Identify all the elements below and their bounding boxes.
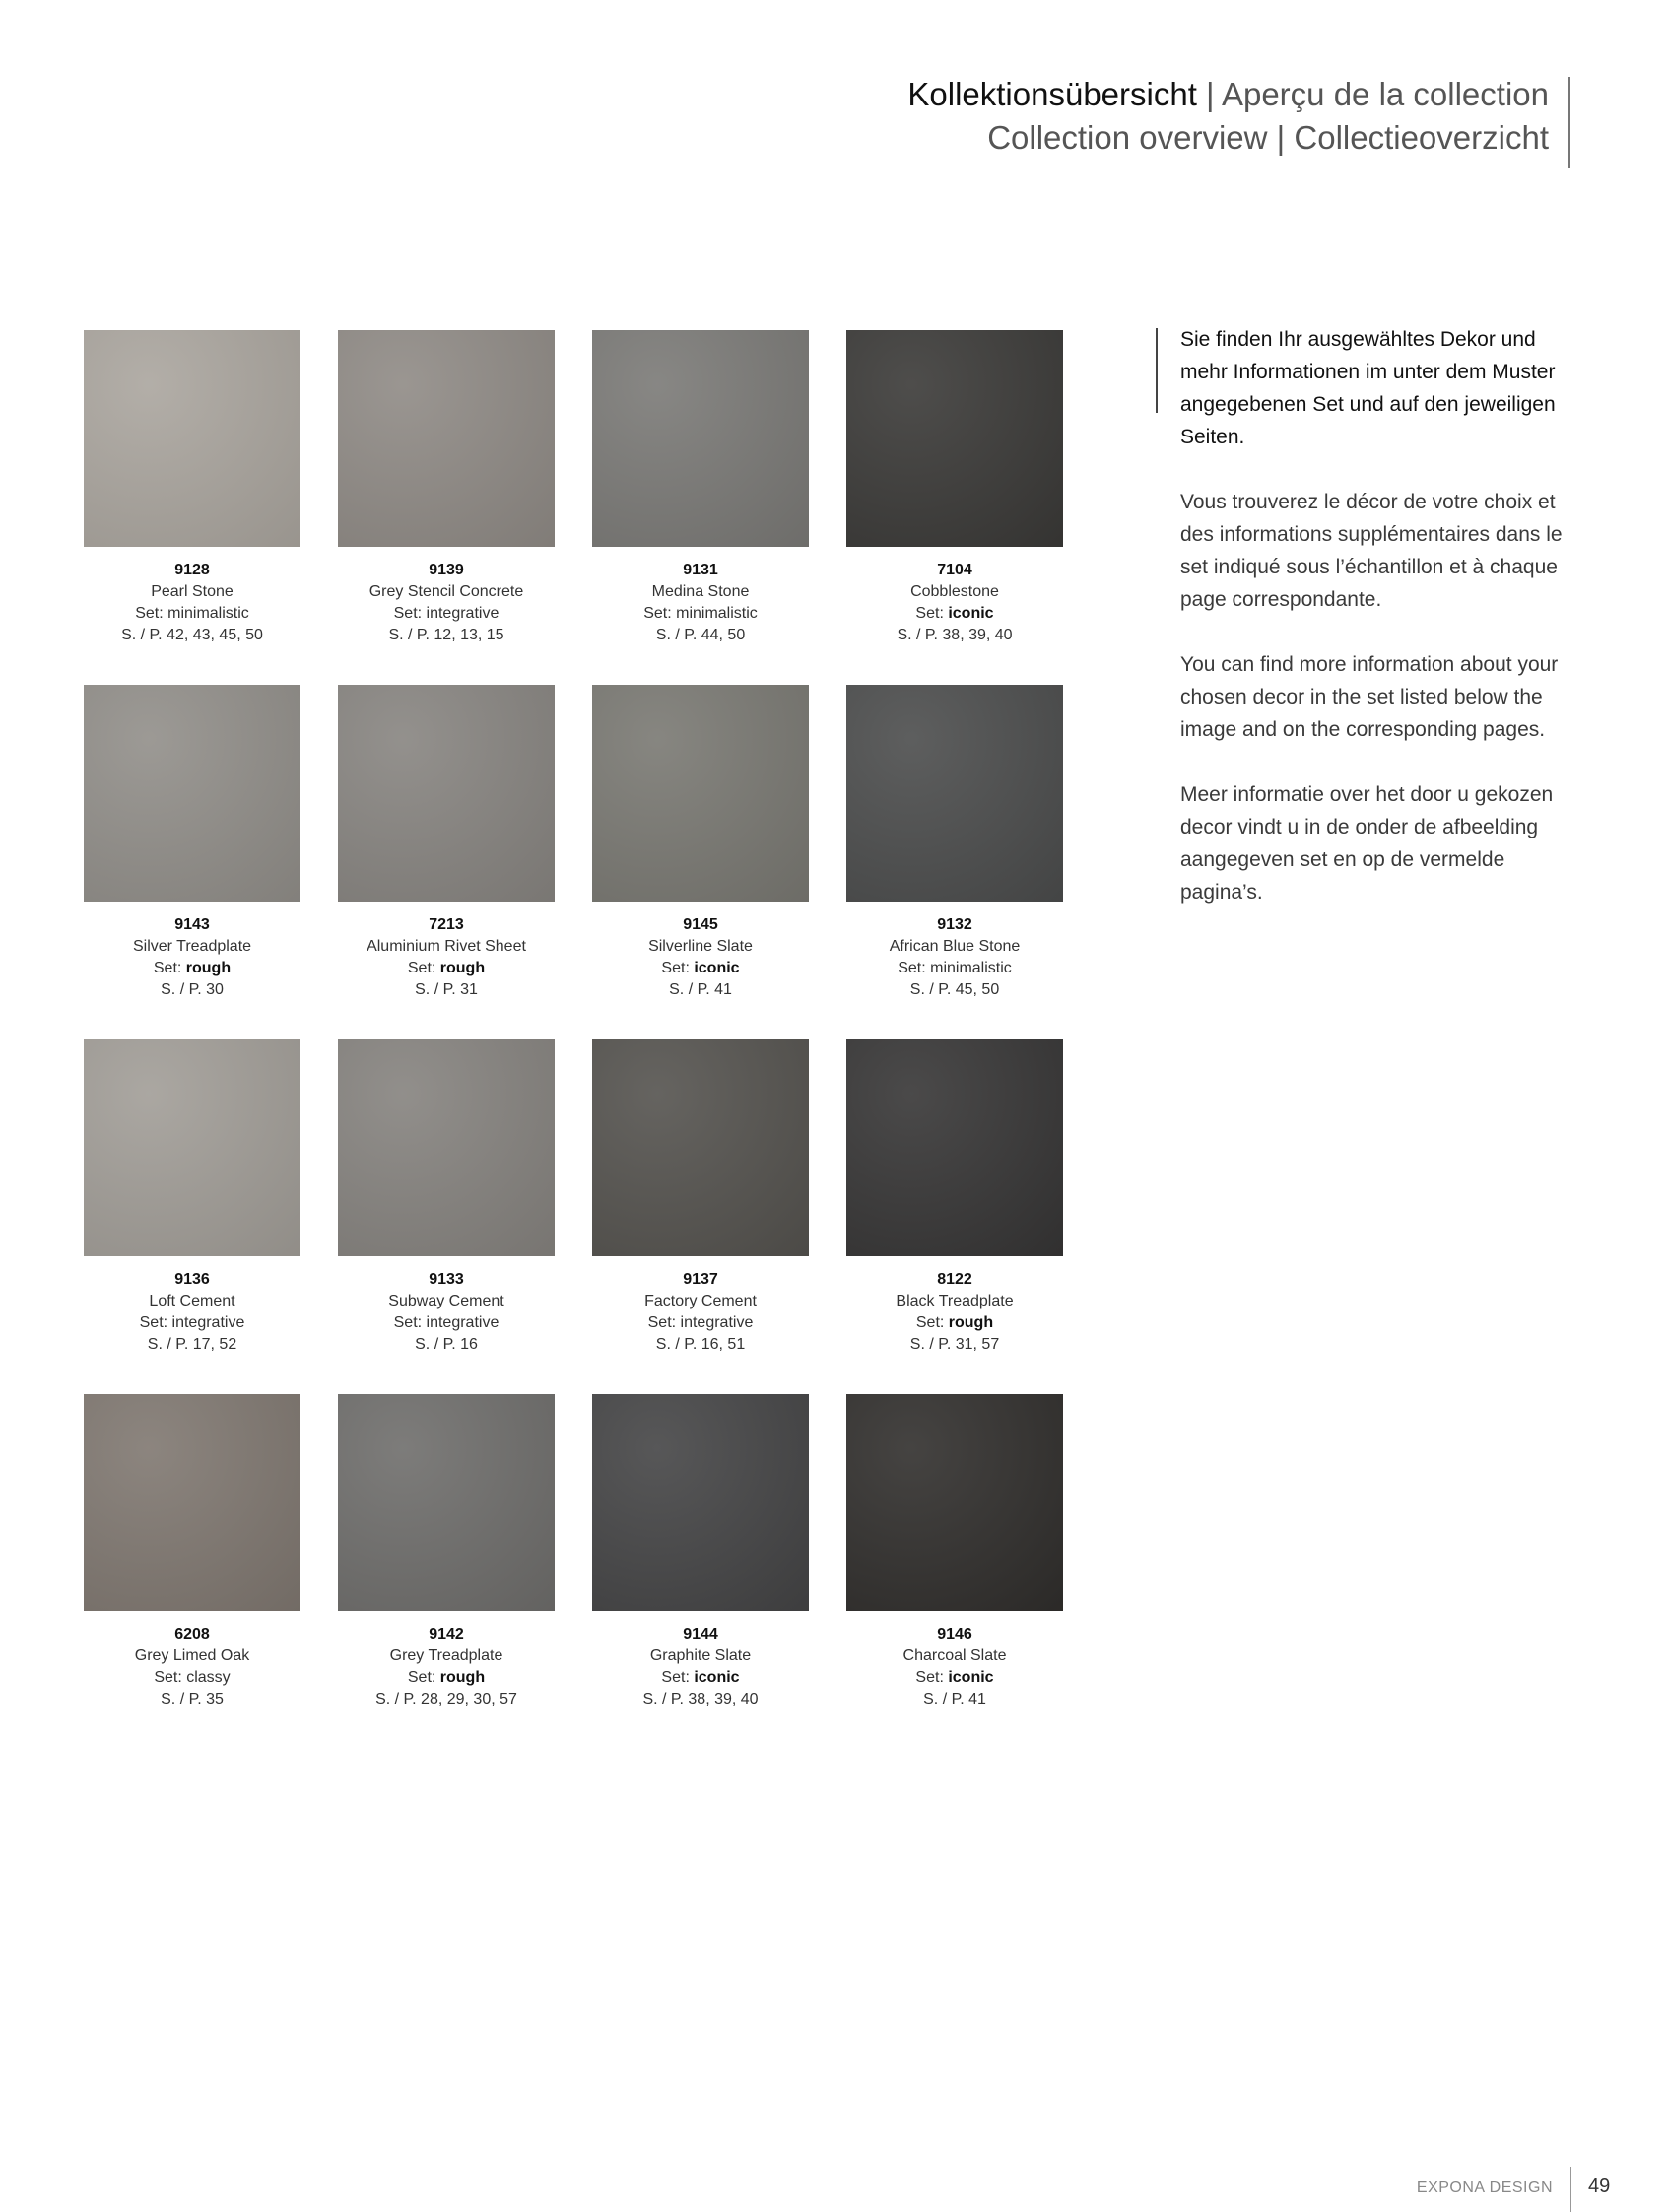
product-tile — [846, 1394, 1063, 1710]
product-set-name: rough — [439, 1669, 486, 1686]
product-set-prefix: Set: — [393, 605, 427, 622]
product-caption — [338, 1624, 555, 1710]
product-pages: S. / P. 45, 50 — [909, 981, 1000, 998]
product-name: Black Treadplate — [896, 1293, 1014, 1309]
product-caption — [592, 914, 809, 1001]
product-tile — [592, 685, 809, 1001]
product-set-prefix: Set: — [898, 960, 931, 976]
product-set-name: integrative — [171, 1314, 245, 1331]
product-pages: S. / P. 31 — [415, 981, 478, 998]
product-pages: S. / P. 38, 39, 40 — [897, 627, 1013, 643]
product-code: 9137 — [683, 1271, 718, 1288]
footer-divider — [1570, 2167, 1571, 2212]
header-title-fr: | Aperçu de la collection — [1196, 76, 1549, 112]
product-code: 9146 — [937, 1626, 972, 1642]
sidebar-accent-rule — [1156, 328, 1158, 413]
page-header — [907, 73, 1549, 160]
product-pages: S. / P. 30 — [161, 981, 224, 998]
product-tile — [84, 685, 300, 1001]
product-name: Factory Cement — [644, 1293, 757, 1309]
product-set — [592, 603, 809, 625]
product-set — [338, 1312, 555, 1334]
product-pages: S. / P. 41 — [669, 981, 732, 998]
product-caption — [592, 1269, 809, 1356]
product-code: 9144 — [683, 1626, 718, 1642]
product-set-prefix: Set: — [407, 1669, 440, 1686]
product-swatch — [338, 330, 555, 547]
product-set — [338, 1667, 555, 1689]
product-caption — [84, 1269, 300, 1356]
product-name: Grey Stencil Concrete — [368, 583, 524, 600]
product-set-name: classy — [186, 1669, 231, 1686]
product-name: Subway Cement — [388, 1293, 504, 1309]
product-name: African Blue Stone — [889, 938, 1021, 955]
product-set-name: integrative — [680, 1314, 754, 1331]
product-swatch — [846, 1394, 1063, 1611]
product-set — [338, 603, 555, 625]
product-swatch — [84, 1039, 300, 1256]
product-tile — [84, 1039, 300, 1356]
product-set — [846, 958, 1063, 979]
info-text-fr: Vous trouverez le décor de votre choix et des informations supplémentaires dans le set indiqué sous l’échantillon et à chaque page correspondante. — [1180, 491, 1563, 611]
product-pages: S. / P. 44, 50 — [655, 627, 746, 643]
product-set-name: rough — [948, 1314, 994, 1331]
product-set-name: iconic — [694, 1669, 740, 1686]
product-set-prefix: Set: — [647, 1314, 681, 1331]
product-tile — [84, 1394, 300, 1710]
product-caption — [846, 560, 1063, 646]
product-tile — [846, 330, 1063, 646]
product-swatch — [592, 330, 809, 547]
product-name: Silver Treadplate — [132, 938, 252, 955]
product-code: 7213 — [429, 916, 464, 933]
product-tile — [338, 685, 555, 1001]
product-set-prefix: Set: — [661, 1669, 695, 1686]
product-name: Pearl Stone — [151, 583, 234, 600]
product-swatch — [846, 1039, 1063, 1256]
product-code: 9131 — [683, 562, 718, 578]
header-title-en-nl: Collection overview | Collectieoverzicht — [987, 119, 1549, 156]
product-tile — [592, 1394, 809, 1710]
product-name: Grey Limed Oak — [134, 1647, 250, 1664]
product-set-prefix: Set: — [139, 1314, 172, 1331]
page-number: 49 — [1588, 2176, 1611, 2197]
product-set-prefix: Set: — [915, 605, 949, 622]
product-set — [846, 1667, 1063, 1689]
product-code: 6208 — [174, 1626, 210, 1642]
product-swatch — [846, 330, 1063, 547]
product-code: 7104 — [937, 562, 972, 578]
product-tile — [338, 1394, 555, 1710]
product-set-name: minimalistic — [930, 960, 1012, 976]
product-code: 9136 — [174, 1271, 210, 1288]
info-sidebar — [1180, 323, 1574, 941]
product-set-name: minimalistic — [167, 605, 249, 622]
product-caption — [338, 560, 555, 646]
product-tile — [84, 330, 300, 646]
product-code: 9142 — [429, 1626, 464, 1642]
product-set — [84, 958, 300, 979]
product-set-name: integrative — [426, 1314, 500, 1331]
product-pages: S. / P. 12, 13, 15 — [388, 627, 504, 643]
product-set-name: rough — [439, 960, 486, 976]
product-code: 9145 — [683, 916, 718, 933]
product-set — [84, 1312, 300, 1334]
product-set-prefix: Set: — [154, 1669, 187, 1686]
product-set-prefix: Set: — [915, 1314, 949, 1331]
product-caption — [592, 1624, 809, 1710]
product-name: Cobblestone — [910, 583, 999, 600]
product-set-prefix: Set: — [407, 960, 440, 976]
product-caption — [338, 914, 555, 1001]
product-set-prefix: Set: — [153, 960, 186, 976]
product-set — [84, 1667, 300, 1689]
product-name: Charcoal Slate — [902, 1647, 1007, 1664]
info-text-de: Sie finden Ihr ausgewähltes Dekor und mehr Informationen im unter dem Muster angegebenen Set und auf den jeweiligen Seiten. — [1180, 328, 1556, 448]
product-name: Grey Treadplate — [389, 1647, 503, 1664]
product-set — [84, 603, 300, 625]
product-set-name: minimalistic — [676, 605, 758, 622]
product-swatch — [846, 685, 1063, 902]
product-set-name: rough — [185, 960, 232, 976]
product-tile — [338, 330, 555, 646]
product-set-name: iconic — [694, 960, 740, 976]
product-caption — [846, 914, 1063, 1001]
product-pages: S. / P. 16, 51 — [655, 1336, 746, 1353]
product-caption — [846, 1269, 1063, 1356]
product-caption — [338, 1269, 555, 1356]
product-set-name: iconic — [948, 605, 994, 622]
product-swatch — [592, 1394, 809, 1611]
product-set-name: integrative — [426, 605, 500, 622]
product-set — [846, 603, 1063, 625]
product-pages: S. / P. 41 — [923, 1691, 986, 1708]
product-code: 9133 — [429, 1271, 464, 1288]
product-pages: S. / P. 35 — [161, 1691, 224, 1708]
product-code: 8122 — [937, 1271, 972, 1288]
product-set — [846, 1312, 1063, 1334]
product-pages: S. / P. 42, 43, 45, 50 — [121, 627, 263, 643]
product-set — [592, 958, 809, 979]
product-swatch — [338, 685, 555, 902]
product-pages: S. / P. 17, 52 — [147, 1336, 237, 1353]
product-set-prefix: Set: — [643, 605, 677, 622]
product-code: 9132 — [937, 916, 972, 933]
header-title-de: Kollektionsübersicht — [907, 76, 1197, 112]
product-code: 9143 — [174, 916, 210, 933]
product-tile — [592, 330, 809, 646]
product-caption — [84, 1624, 300, 1710]
info-text-nl: Meer informatie over het door u gekozen decor vindt u in de onder de afbeelding aangegeven set en op de vermelde pagina’s. — [1180, 783, 1554, 904]
product-name: Silverline Slate — [648, 938, 753, 955]
product-pages: S. / P. 38, 39, 40 — [642, 1691, 759, 1708]
product-name: Medina Stone — [651, 583, 750, 600]
product-code: 9139 — [429, 562, 464, 578]
product-swatch — [592, 1039, 809, 1256]
product-set — [338, 958, 555, 979]
product-code: 9128 — [174, 562, 210, 578]
product-tile — [338, 1039, 555, 1356]
product-pages: S. / P. 28, 29, 30, 57 — [375, 1691, 517, 1708]
header-divider — [1568, 77, 1570, 168]
product-tile — [592, 1039, 809, 1356]
product-set — [592, 1312, 809, 1334]
product-set-prefix: Set: — [915, 1669, 949, 1686]
product-swatch — [84, 685, 300, 902]
product-tile — [846, 1039, 1063, 1356]
product-swatch — [338, 1039, 555, 1256]
product-name: Graphite Slate — [649, 1647, 752, 1664]
footer-brand: EXPONA DESIGN — [1416, 2179, 1553, 2196]
product-pages: S. / P. 16 — [415, 1336, 478, 1353]
product-pages: S. / P. 31, 57 — [909, 1336, 1000, 1353]
product-swatch — [592, 685, 809, 902]
product-name: Loft Cement — [149, 1293, 235, 1309]
product-set-prefix: Set: — [393, 1314, 427, 1331]
product-caption — [84, 914, 300, 1001]
product-set-name: iconic — [948, 1669, 994, 1686]
product-set-prefix: Set: — [661, 960, 695, 976]
product-set-prefix: Set: — [135, 605, 168, 622]
product-swatch — [338, 1394, 555, 1611]
product-swatch — [84, 330, 300, 547]
product-caption — [592, 560, 809, 646]
product-tile — [846, 685, 1063, 1001]
product-set — [592, 1667, 809, 1689]
info-text-en: You can find more information about your chosen decor in the set listed below the image and on the corresponding pages. — [1180, 653, 1559, 741]
product-name: Aluminium Rivet Sheet — [367, 938, 526, 955]
product-caption — [846, 1624, 1063, 1710]
product-swatch — [84, 1394, 300, 1611]
product-caption — [84, 560, 300, 646]
